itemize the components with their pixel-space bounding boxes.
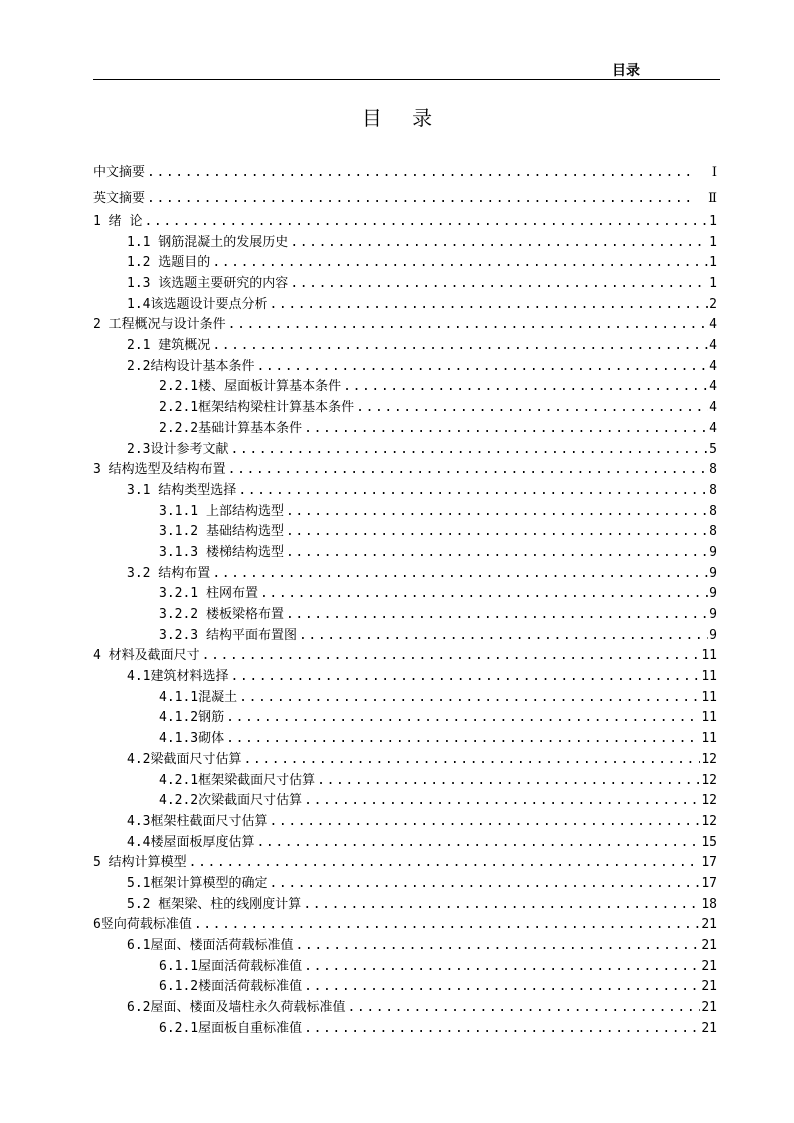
toc-entry-label: 6.2屋面、楼面及墙柱永久荷载标准值 xyxy=(127,1000,346,1016)
toc-leader-dots xyxy=(284,605,708,626)
toc-entry[interactable] xyxy=(93,895,717,916)
toc-entry[interactable] xyxy=(93,729,717,750)
toc-page-number: 11 xyxy=(701,731,717,747)
toc-page-number: 2 xyxy=(709,296,717,312)
toc-entry-label: 3.1.3 楼梯结构选型 xyxy=(159,544,284,560)
toc-leader-dots xyxy=(241,750,700,771)
toc-entry-label: 中文摘要 xyxy=(93,165,146,180)
toc-entry-label: 4.2梁截面尺寸估算 xyxy=(127,751,242,767)
toc-leader-dots xyxy=(236,481,708,502)
toc-leader-dots xyxy=(284,502,708,523)
toc-entry[interactable] xyxy=(93,977,717,998)
toc-page-number: 8 xyxy=(709,524,717,540)
toc-entry[interactable] xyxy=(93,440,717,461)
toc-entry-label: 4.2.1框架梁截面尺寸估算 xyxy=(159,772,316,788)
toc-leader-dots xyxy=(267,812,700,833)
toc-page-number: 11 xyxy=(701,689,717,705)
toc-entry-label: 2 工程概况与设计条件 xyxy=(93,317,226,333)
toc-page-number: 4 xyxy=(709,400,717,416)
toc-entry[interactable] xyxy=(93,233,717,254)
toc-entry[interactable] xyxy=(93,791,717,812)
toc-entry-label: 5.1框架计算模型的确定 xyxy=(127,875,268,891)
toc-page-number: 8 xyxy=(709,462,717,478)
toc-leader-dots xyxy=(288,274,708,295)
toc-leader-dots xyxy=(145,186,696,212)
toc-page-number: 11 xyxy=(701,710,717,726)
toc-entry[interactable] xyxy=(93,915,717,936)
toc-entry-label: 2.1 建筑概况 xyxy=(127,338,211,354)
toc-leader-dots xyxy=(210,336,708,357)
toc-leader-dots xyxy=(226,315,709,336)
toc-leader-dots xyxy=(302,957,700,978)
toc-entry[interactable] xyxy=(93,1019,717,1040)
toc-entry[interactable] xyxy=(93,419,717,440)
toc-leader-dots xyxy=(254,833,700,854)
toc-entry-label: 6竖向荷载标准值 xyxy=(93,917,192,933)
toc-leader-dots xyxy=(187,853,701,874)
toc-entry[interactable] xyxy=(93,646,717,667)
page-title: 目 录 xyxy=(361,106,445,130)
toc-entry[interactable] xyxy=(93,564,717,585)
toc-page-number: 17 xyxy=(701,875,717,891)
toc-leader-dots xyxy=(267,874,700,895)
toc-entry-label: 6.1.1屋面活荷载标准值 xyxy=(159,958,303,974)
toc-entry-label: 2.2.1框架结构梁柱计算基本条件 xyxy=(159,400,355,416)
toc-leader-dots xyxy=(284,543,708,564)
toc-page-number: 21 xyxy=(701,1020,717,1036)
toc-page-number: Ⅰ xyxy=(711,165,717,180)
toc-entry-label: 6.1.2楼面活荷载标准值 xyxy=(159,979,303,995)
toc-entry[interactable] xyxy=(93,998,717,1019)
toc-entry-label: 5 结构计算模型 xyxy=(93,855,187,871)
toc-leader-dots xyxy=(354,398,708,419)
toc-page-number: 1 xyxy=(709,276,717,292)
toc-entry[interactable] xyxy=(93,502,717,523)
toc-entry[interactable] xyxy=(93,160,717,186)
toc-entry-label: 3.2.1 柱网布置 xyxy=(159,586,258,602)
toc-entry[interactable] xyxy=(93,605,717,626)
toc-entry-label: 1.1 钢筋混凝土的发展历史 xyxy=(127,234,289,250)
running-header: 目录 xyxy=(612,63,640,79)
toc-entry-label: 英文摘要 xyxy=(93,191,146,206)
toc-leader-dots xyxy=(288,233,708,254)
toc-leader-dots xyxy=(315,771,700,792)
toc-entry-label: 3.1.2 基础结构选型 xyxy=(159,524,284,540)
toc-page-number: 12 xyxy=(701,793,717,809)
toc-entry[interactable] xyxy=(93,212,717,233)
toc-page-number: 8 xyxy=(709,503,717,519)
toc-entry[interactable] xyxy=(93,771,717,792)
toc-entry-label: 4.1建筑材料选择 xyxy=(127,669,229,685)
toc-entry[interactable] xyxy=(93,853,717,874)
toc-page-number: 12 xyxy=(701,772,717,788)
toc-page-number: 15 xyxy=(701,834,717,850)
toc-leader-dots xyxy=(302,419,708,440)
toc-leader-dots xyxy=(302,1019,700,1040)
toc-page-number: 4 xyxy=(709,358,717,374)
toc-page-number: 18 xyxy=(701,896,717,912)
toc-page-number: 21 xyxy=(701,1000,717,1016)
toc-leader-dots xyxy=(301,895,700,916)
toc-entry-label: 4.1.2钢筋 xyxy=(159,710,225,726)
toc-page-number: 21 xyxy=(701,938,717,954)
toc-leader-dots xyxy=(284,522,708,543)
toc-entry-label: 4.1.1混凝土 xyxy=(159,689,238,705)
toc-page-number: 5 xyxy=(709,441,717,457)
toc-entry[interactable] xyxy=(93,186,717,212)
toc-page-number: 21 xyxy=(701,917,717,933)
toc-entry-label: 3.1 结构类型选择 xyxy=(127,482,237,498)
toc-entry-label: 4.3框架柱截面尺寸估算 xyxy=(127,813,268,829)
toc-entry-label: 2.2结构设计基本条件 xyxy=(127,358,255,374)
toc-leader-dots xyxy=(224,708,700,729)
toc-entry[interactable] xyxy=(93,460,717,481)
toc-page-number: 21 xyxy=(701,979,717,995)
toc-page-number: 4 xyxy=(709,317,717,333)
toc-page-number: 4 xyxy=(709,379,717,395)
toc-page-number: 11 xyxy=(701,648,717,664)
toc-page-number: Ⅱ xyxy=(708,191,717,206)
toc-leader-dots xyxy=(142,212,708,233)
toc-entry[interactable] xyxy=(93,295,717,316)
toc-entry[interactable] xyxy=(93,398,717,419)
toc-entry-label: 2.2.2基础计算基本条件 xyxy=(159,420,303,436)
toc-entry[interactable] xyxy=(93,750,717,771)
toc-leader-dots xyxy=(192,915,701,936)
toc-leader-dots xyxy=(210,564,708,585)
toc-entry[interactable] xyxy=(93,874,717,895)
toc-page-number: 17 xyxy=(701,855,717,871)
toc-entry[interactable] xyxy=(93,357,717,378)
toc-entry[interactable] xyxy=(93,253,717,274)
toc-leader-dots xyxy=(302,791,700,812)
toc-entry-label: 4.2.2次梁截面尺寸估算 xyxy=(159,793,303,809)
toc-leader-dots xyxy=(200,646,701,667)
toc-page-number: 21 xyxy=(701,958,717,974)
toc-entry-label: 1.4该选题设计要点分析 xyxy=(127,296,268,312)
toc-page-number: 4 xyxy=(709,420,717,436)
toc-entry-label: 4.1.3砌体 xyxy=(159,731,225,747)
toc-entry-label: 3.2.3 结构平面布置图 xyxy=(159,627,297,643)
toc-entry-label: 3 结构选型及结构布置 xyxy=(93,462,226,478)
toc-entry[interactable] xyxy=(93,626,717,647)
toc-leader-dots xyxy=(228,667,700,688)
toc-page-number: 9 xyxy=(709,565,717,581)
toc-leader-dots xyxy=(258,584,708,605)
toc-page-number: 1 xyxy=(709,234,717,250)
toc-entry-label: 3.2.2 楼板梁格布置 xyxy=(159,607,284,623)
toc-page-number: 12 xyxy=(701,813,717,829)
toc-entry[interactable] xyxy=(93,812,717,833)
toc-leader-dots xyxy=(228,440,708,461)
toc-leader-dots xyxy=(226,460,709,481)
toc-entry-label: 2.3设计参考文献 xyxy=(127,441,229,457)
toc-page-number: 9 xyxy=(709,627,717,643)
toc-page-number: 8 xyxy=(709,482,717,498)
toc-leader-dots xyxy=(237,688,700,709)
toc-entry-label: 2.2.1楼、屋面板计算基本条件 xyxy=(159,379,342,395)
toc-entry[interactable] xyxy=(93,378,717,399)
toc-page-number: 12 xyxy=(701,751,717,767)
toc-entry[interactable] xyxy=(93,315,717,336)
toc-entry[interactable] xyxy=(93,584,717,605)
toc-page-number: 1 xyxy=(709,213,717,229)
toc-entry-label: 3.1.1 上部结构选型 xyxy=(159,503,284,519)
toc-entry[interactable] xyxy=(93,667,717,688)
toc-leader-dots xyxy=(224,729,700,750)
toc-entry-label: 4 材料及截面尺寸 xyxy=(93,648,200,664)
toc-leader-dots xyxy=(302,977,700,998)
toc-page-number: 1 xyxy=(709,255,717,271)
toc-entry[interactable] xyxy=(93,336,717,357)
toc-entry-label: 4.4楼屋面板厚度估算 xyxy=(127,834,255,850)
toc-leader-dots xyxy=(345,998,700,1019)
toc-entry-label: 1.3 该选题主要研究的内容 xyxy=(127,276,289,292)
toc-entry-label: 3.2 结构布置 xyxy=(127,565,211,581)
header-rule xyxy=(93,79,720,80)
toc-entry[interactable] xyxy=(93,274,717,295)
toc-entry[interactable] xyxy=(93,936,717,957)
toc-entry[interactable] xyxy=(93,522,717,543)
toc-page-number: 11 xyxy=(701,669,717,685)
toc-entry[interactable] xyxy=(93,688,717,709)
toc-leader-dots xyxy=(145,160,696,186)
toc-leader-dots xyxy=(297,626,708,647)
toc-leader-dots xyxy=(341,377,708,398)
table-of-contents xyxy=(93,160,717,1040)
toc-leader-dots xyxy=(254,357,708,378)
toc-entry[interactable] xyxy=(93,709,717,730)
toc-leader-dots xyxy=(293,936,700,957)
toc-entry-label: 1.2 选题目的 xyxy=(127,255,211,271)
toc-leader-dots xyxy=(210,253,708,274)
toc-entry-label: 6.2.1屋面板自重标准值 xyxy=(159,1020,303,1036)
toc-page-number: 9 xyxy=(709,544,717,560)
toc-entry[interactable] xyxy=(93,833,717,854)
toc-entry-label: 5.2 框架梁、柱的线刚度计算 xyxy=(127,896,302,912)
toc-entry[interactable] xyxy=(93,957,717,978)
toc-entry[interactable] xyxy=(93,543,717,564)
toc-page-number: 9 xyxy=(709,607,717,623)
toc-entry[interactable] xyxy=(93,481,717,502)
toc-page-number: 9 xyxy=(709,586,717,602)
toc-entry-label: 6.1屋面、楼面活荷载标准值 xyxy=(127,938,294,954)
toc-leader-dots xyxy=(267,295,708,316)
toc-entry-label: 1 绪 论 xyxy=(93,213,143,229)
toc-page-number: 4 xyxy=(709,338,717,354)
